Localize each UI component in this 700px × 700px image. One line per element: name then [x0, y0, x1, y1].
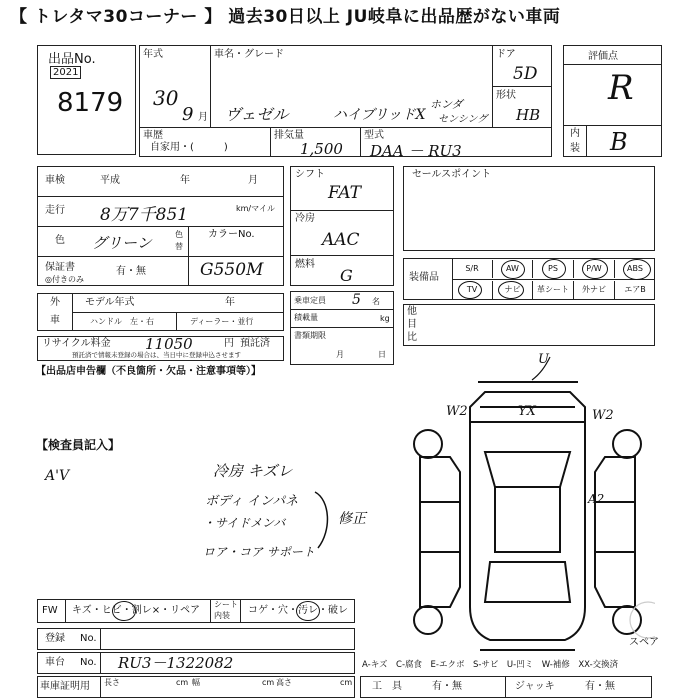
other-label-1: 他 — [407, 306, 417, 317]
jack-label: ジャッキ — [515, 681, 555, 692]
shape-value: HB — [516, 106, 541, 124]
diagram-mark-top: U — [538, 352, 549, 367]
load-unit: kg — [380, 314, 390, 323]
inspection-label: 車検 — [45, 175, 65, 186]
cert-width-unit: cm — [262, 678, 275, 687]
color-change-2: 替 — [175, 242, 183, 251]
seat-label-1: シート — [214, 600, 238, 609]
fw-options: キズ・ヒビ・割レ×・リペア — [72, 605, 200, 616]
circle-scratch — [112, 601, 136, 621]
color-no-value: G550M — [200, 260, 264, 280]
equip-sr: S/R — [465, 264, 479, 273]
doors-value: 5D — [513, 64, 538, 84]
foreign-label-2: 車 — [50, 315, 60, 326]
month-value: 9 — [182, 104, 194, 125]
inspector-note-right: 修正 — [338, 511, 366, 527]
model-year-label: モデル年式 — [85, 297, 135, 308]
circle-navi — [498, 281, 524, 299]
diagram-mark-w2-right: W2 — [592, 408, 614, 423]
score-value: R — [608, 68, 634, 108]
grade: ハイブリッドX — [333, 107, 426, 123]
bracket-mark — [310, 490, 340, 550]
equip-abs: ABS — [614, 260, 655, 278]
recycle-note: 預託済で情報未登録の場合は、当日中に登録申込させます — [72, 351, 241, 359]
interior-label-2: 装 — [570, 143, 580, 154]
cert-height-unit: cm — [340, 678, 353, 687]
color-no-label: カラーNo. — [208, 229, 255, 240]
mileage-unit: km/マイル — [236, 204, 275, 213]
color-label: 色 — [55, 235, 65, 246]
equip-ps: PS — [532, 260, 573, 278]
inspector-note-av: A'V — [45, 468, 70, 484]
circle-abs — [623, 259, 651, 280]
displacement-value: 1,500 — [300, 140, 343, 158]
circle-dirt — [296, 601, 320, 621]
other-box — [403, 304, 655, 346]
recycle-status: 預託済 — [240, 338, 270, 349]
chassis-value: RU3－1322082 — [118, 654, 234, 672]
year-value: 30 — [153, 86, 179, 110]
equip-ext-navi: 外ナビ — [573, 281, 614, 299]
registration-suffix: No. — [80, 633, 97, 644]
year-tag: 2021 — [50, 66, 81, 79]
month-suffix: 月 — [198, 112, 208, 123]
circle-tv — [458, 281, 482, 299]
option-line2: センシング — [438, 114, 488, 125]
jack-options: 有・無 — [585, 681, 615, 692]
cert-length-unit: cm — [176, 678, 189, 687]
diagram-mark-yx: YX — [518, 404, 536, 419]
fuel-label: 燃料 — [295, 259, 315, 270]
interior-value: B — [610, 128, 628, 156]
foreign-label-1: 外 — [50, 297, 60, 308]
shape-label: 形状 — [496, 90, 516, 101]
inspection-year: 年 — [180, 175, 190, 186]
equip-leather: 革シート — [532, 281, 573, 299]
ac-value: AAC — [322, 230, 360, 250]
circle-aw — [501, 260, 525, 279]
name-grade-label: 車名・グレード — [214, 49, 284, 60]
recycle-unit: 円 — [224, 338, 234, 349]
shift-label: シフト — [295, 169, 325, 180]
seat-label-2: 内装 — [214, 611, 230, 620]
car-diagram — [400, 352, 655, 662]
color-value: グリーン — [92, 234, 152, 252]
inspector-note-1: 冷房 キズレ — [213, 462, 293, 480]
ac-label: 冷房 — [295, 213, 315, 224]
warranty-options: 有・無 — [116, 266, 146, 277]
docs-label: 書類期限 — [294, 331, 326, 340]
docs-month: 月 — [336, 350, 344, 359]
color-change-1: 色 — [175, 230, 183, 239]
recycle-value: 11050 — [145, 335, 193, 353]
inspector-note-4: ロア・コア サポート — [203, 545, 315, 559]
inspection-month: 月 — [248, 175, 258, 186]
seller-notes-label: 【出品店申告欄（不良箇所・欠品・注意事項等）】 — [36, 366, 261, 377]
handle-label: ハンドル 左・右 — [90, 317, 154, 326]
mileage-label: 走行 — [45, 205, 65, 216]
displacement-label: 排気量 — [274, 130, 304, 141]
interior-label-1: 内 — [570, 128, 580, 139]
capacity-label: 乗車定員 — [294, 296, 326, 305]
inspector-note-2: ボディ インパネ — [205, 494, 299, 509]
option-line1: ホンダ — [430, 98, 463, 111]
vehicle-info-box — [139, 45, 552, 157]
fw-label: FW — [42, 605, 58, 616]
capacity-unit: 名 — [372, 297, 380, 306]
cert-label: 車庫証明用 — [40, 681, 90, 692]
equip-airbag: エアB — [614, 281, 655, 299]
recycle-label: リサイクル料金 — [42, 338, 111, 349]
circle-pw — [582, 259, 608, 279]
model-year-suffix: 年 — [225, 297, 235, 308]
inspection-era: 平成 — [100, 175, 120, 186]
spare-label: スペア — [629, 637, 659, 648]
score-label: 評価点 — [588, 51, 618, 62]
mileage-value: 8万7千851 — [100, 205, 189, 225]
warranty-label: 保証書 — [45, 262, 75, 273]
fuel-value: G — [340, 266, 353, 285]
other-label-2: 目 — [407, 319, 417, 330]
inspector-label: 【検査員記入】 — [36, 438, 121, 452]
diagram-mark-w2-left: W2 — [446, 404, 468, 419]
cert-height: 高さ — [276, 678, 292, 687]
reg-sub: 自家用・( ) — [150, 142, 228, 153]
model-name: ヴェゼル — [225, 105, 289, 124]
year-label: 年式 — [143, 49, 163, 60]
model-code-label: 型式 — [364, 130, 384, 141]
inspector-note-3: ・サイドメンバ — [203, 516, 286, 530]
chassis-label: 車台 — [45, 657, 65, 668]
equip-aw: AW — [492, 260, 532, 278]
equip-navi: ナビ — [492, 281, 532, 299]
equip-pw: P/W — [573, 260, 614, 278]
model-code-value: DAA － RU3 — [370, 142, 462, 160]
load-label: 積載量 — [294, 313, 318, 322]
equip-tv: TV — [466, 285, 478, 294]
damage-legend: A-キズ C-腐食 E-エクボ S-サビ U-凹ミ W-補修 XX-交換済 — [362, 660, 619, 670]
shift-value: FAT — [328, 183, 362, 203]
doors-label: ドア — [496, 49, 516, 60]
reg-label: 車歴 — [143, 130, 163, 141]
circle-ps — [542, 259, 566, 279]
page-banner: 【 トレタマ30コーナー 】 過去30日以上 JU岐阜に出品歴がない車両 — [10, 7, 561, 27]
other-label-3: 比 — [407, 332, 417, 343]
chassis-suffix: No. — [80, 657, 97, 668]
warranty-sub: ◎付きのみ — [45, 275, 84, 284]
equipment-row-2 — [452, 281, 655, 299]
sales-point-label: セールスポイント — [412, 169, 492, 180]
equipment-label: 装備品 — [409, 272, 439, 283]
lot-label: 出品No. — [48, 52, 96, 67]
diagram-mark-a2: A2 — [588, 492, 605, 506]
tools-label: 工 具 — [372, 681, 402, 692]
tools-options: 有・無 — [432, 681, 462, 692]
dealer-label: ディーラー・並行 — [190, 317, 254, 326]
lot-number: 8179 — [57, 88, 124, 118]
registration-label: 登録 — [45, 633, 65, 644]
cert-width: 幅 — [192, 678, 200, 687]
capacity-value: 5 — [352, 292, 361, 308]
docs-day: 日 — [378, 350, 386, 359]
cert-length: 長さ — [104, 678, 120, 687]
seat-options: コゲ・穴・汚レ・破レ — [248, 605, 348, 616]
